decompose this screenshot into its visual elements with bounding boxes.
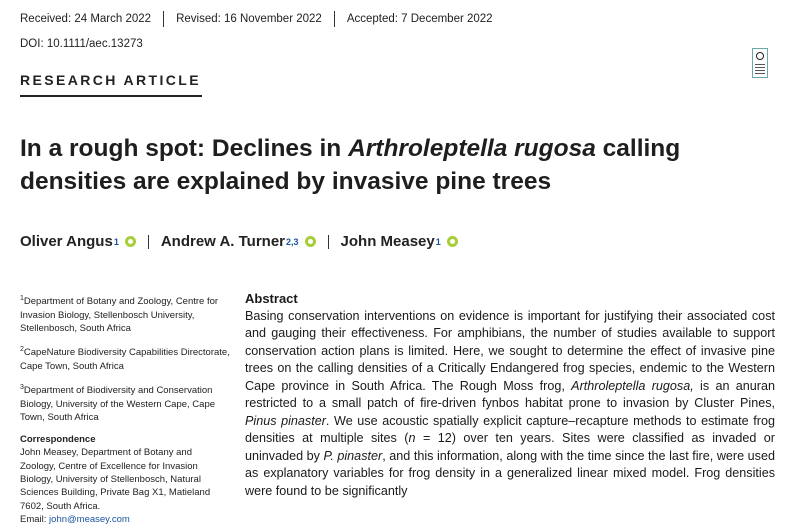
date-divider — [163, 11, 164, 27]
email-link[interactable]: john@measey.com — [49, 514, 130, 526]
title-species: Arthroleptella rugosa — [348, 135, 596, 162]
orcid-icon[interactable] — [447, 236, 458, 247]
title-part: calling densities are explained by invasive pine trees — [20, 135, 681, 195]
orcid-icon[interactable] — [305, 236, 316, 247]
section-label: RESEARCH ARTICLE — [20, 72, 201, 88]
author-name[interactable]: John Measey — [340, 233, 435, 250]
affiliations — [20, 292, 230, 527]
affiliation: $^2$CapeNature Biodiversity Capabilities Directorate, Cape Town, South Africa — [20, 346, 230, 372]
affiliation: $^3$Department of Biodiversity and Conservation Biology, University of the Western Cape, Cape Town, South Africa — [20, 384, 216, 424]
author-affil: 1 — [113, 236, 119, 247]
crossmark-icon[interactable] — [752, 48, 768, 78]
orcid-icon[interactable] — [125, 236, 136, 247]
author-affil: 2,3 — [286, 236, 299, 247]
author-name[interactable]: Andrew A. Turner — [160, 233, 286, 250]
section-rule — [20, 95, 202, 97]
article-dates — [20, 11, 493, 27]
author-name[interactable]: Oliver Angus — [20, 233, 113, 250]
abstract-body: Basing conservation interventions on evidence is important for justifying their associated cost and gauging their effectiveness. For amphibians, the number of studies available to support conservation action plans is limited. Here, we sought to determine the effect of invasive pine trees on the calling densities of a Critically Endangered frog species, endemic to the Western Cape province in South Africa. The Rough Moss frog, Arthroleptella rugosa, is an anuran restricted to a small patch of fire-driven fynbos habitat prone to invasion by Cluster Pines, Pinus pinaster. We use acoustic spatially explicit capture–recapture methods to estimate frog densities at multiple sites (n = 12) over ten years. Sites were classified as invaded or uninvaded by P. pinaster, and this information, along with the time since the last fire, were used as explanatory variables for frog density in a generalized linear mixed model. Frog densities were found to be significantly — [245, 308, 775, 498]
revised-date: Revised: 16 November 2022 — [176, 13, 322, 25]
correspondence-heading: Correspondence — [20, 433, 96, 445]
article-title — [20, 132, 780, 198]
author-affil: 1 — [435, 236, 441, 247]
title-part: In a rough spot: Declines in — [20, 135, 349, 162]
author-divider — [148, 235, 149, 249]
doi[interactable]: DOI: 10.1111/aec.13273 — [20, 38, 143, 50]
abstract-heading: Abstract — [245, 291, 298, 306]
author-divider — [328, 235, 329, 249]
abstract — [245, 290, 775, 500]
correspondence-text: John Measey, Department of Botany and Zoology, Centre of Excellence for Invasion Biology, University of Stellenbosch, Natural Sciences Building, Private Bag X1, Matieland 7602, South Africa. Email: john@measey.com — [20, 447, 211, 526]
date-divider — [334, 11, 335, 27]
author-list — [20, 233, 458, 250]
received-date: Received: 24 March 2022 — [20, 13, 152, 25]
affiliation: $^1$Department of Botany and Zoology, Centre for Invasion Biology, Stellenbosch University, Stellenbosch, South Africa — [20, 295, 219, 334]
accepted-date: Accepted: 7 December 2022 — [346, 13, 493, 25]
